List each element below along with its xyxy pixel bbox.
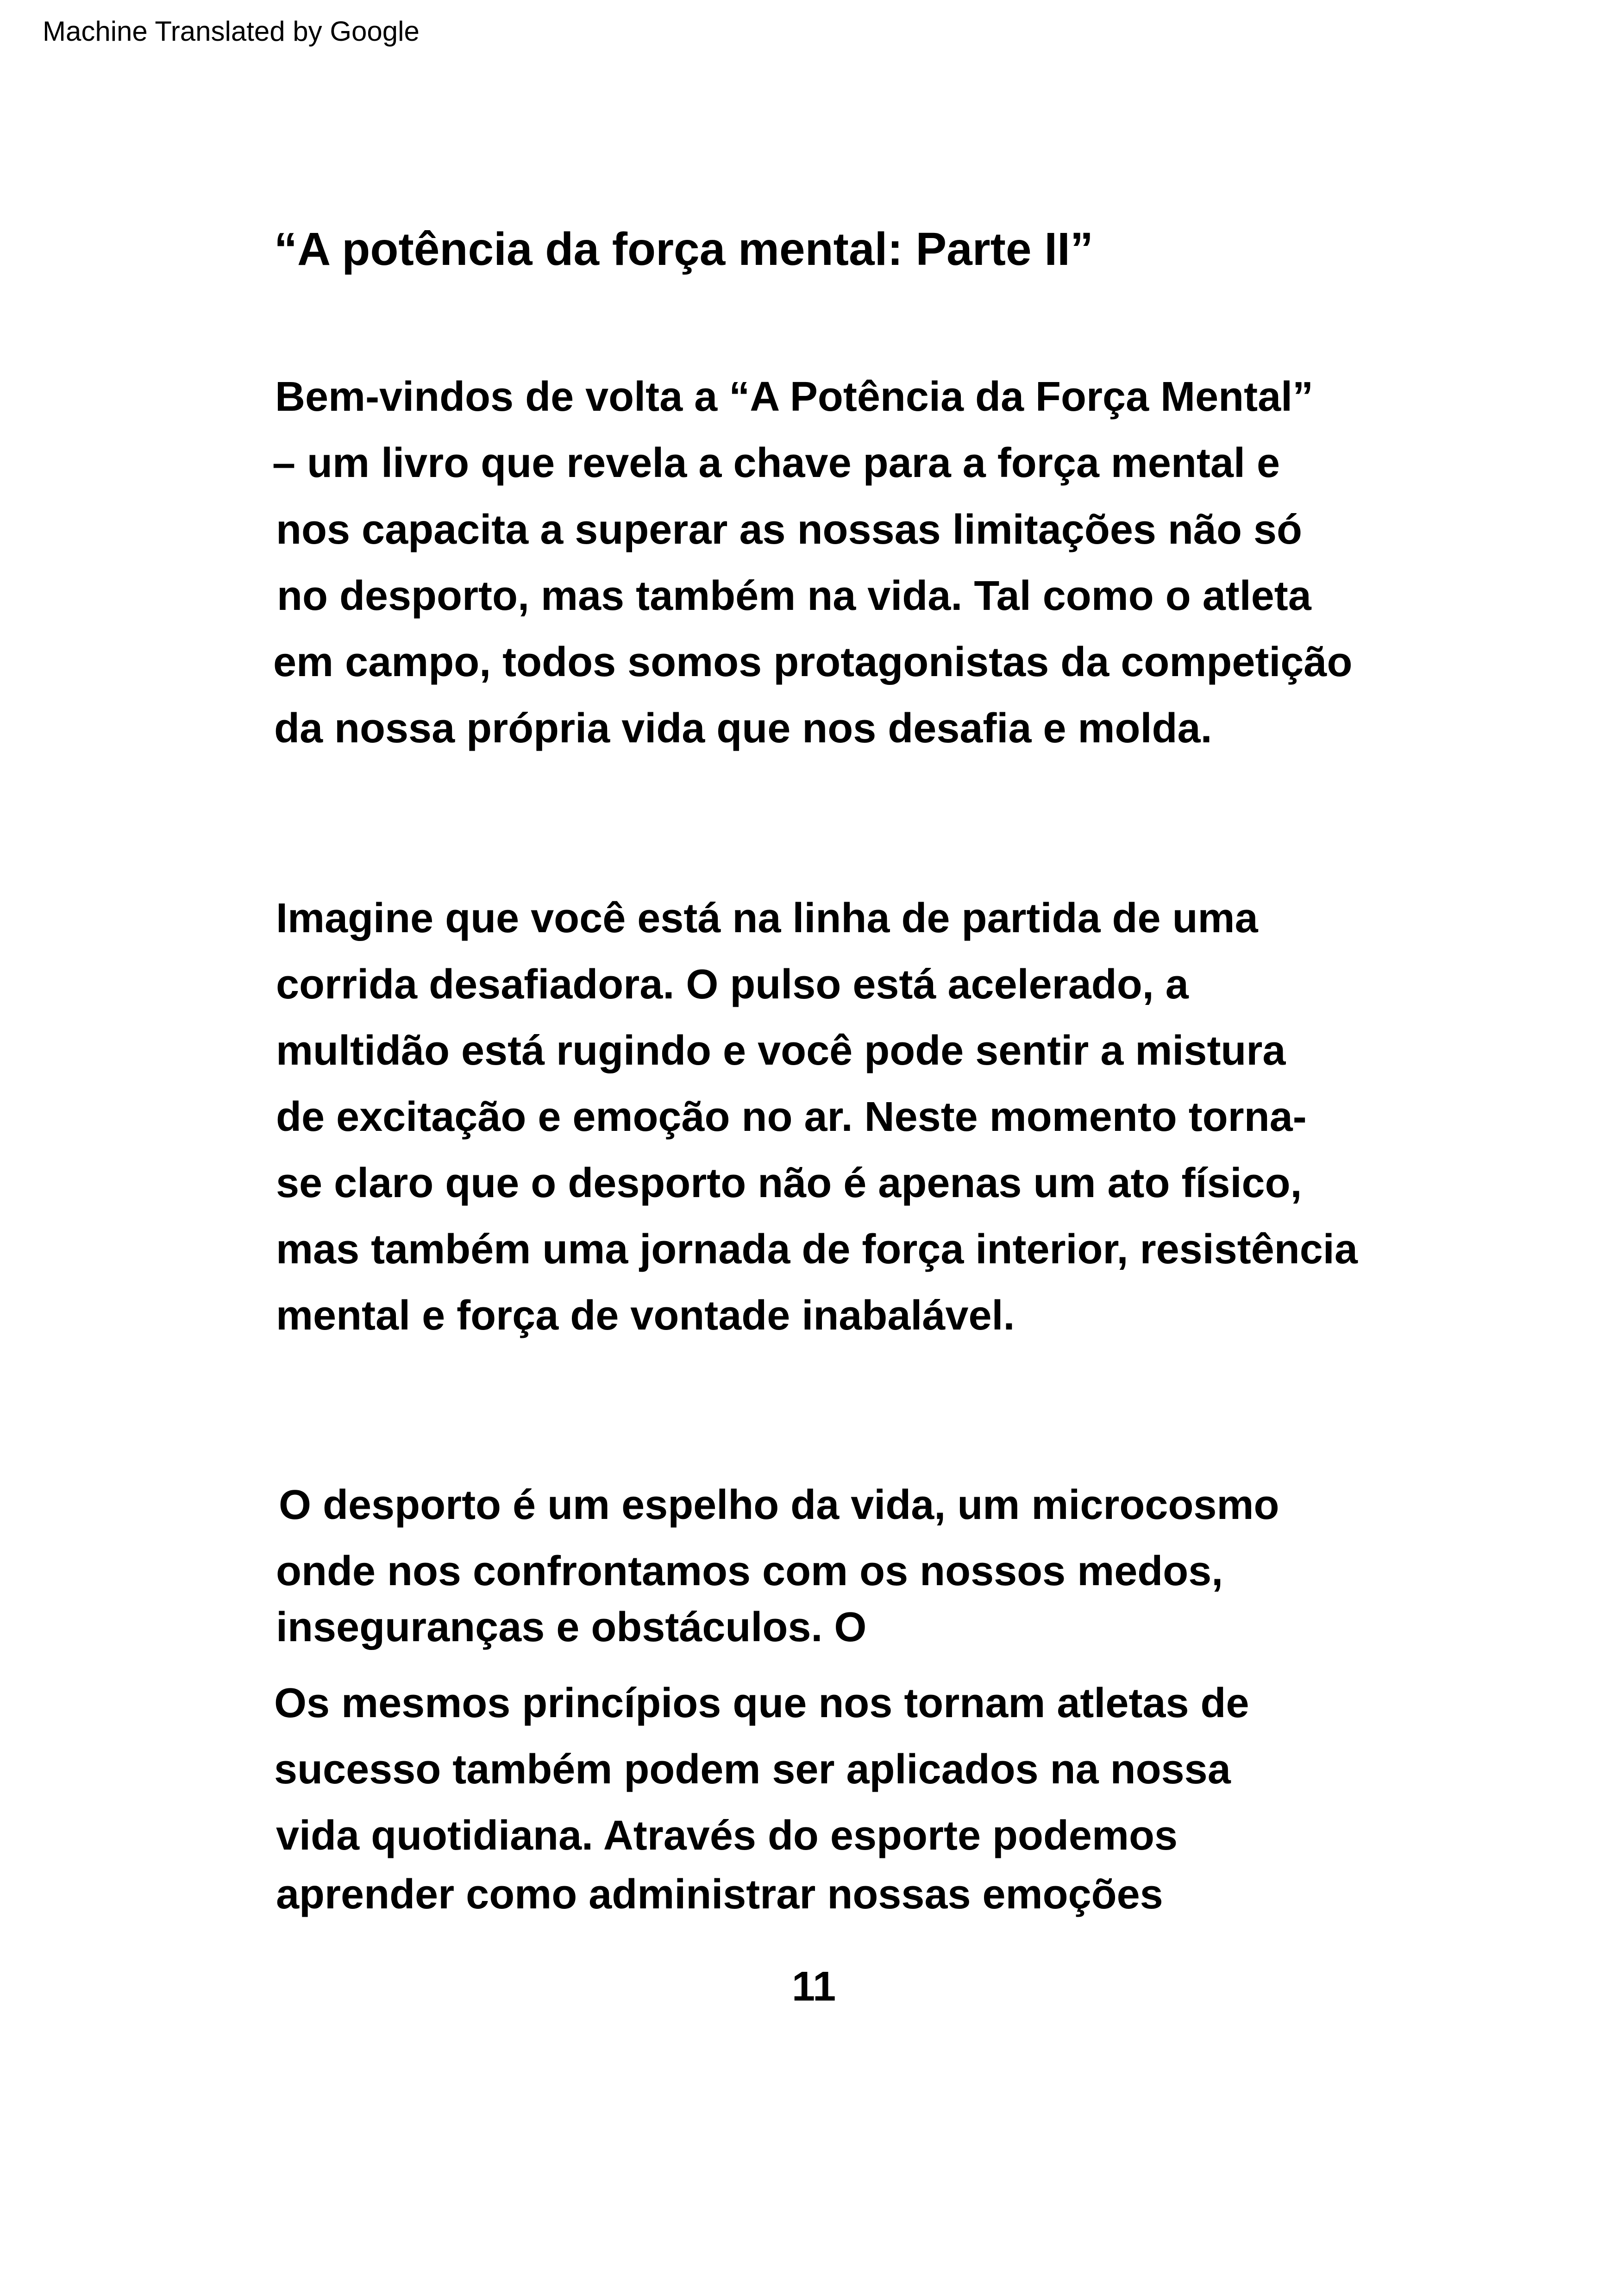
paragraph-line: inseguranças e obstáculos. O [276, 1604, 867, 1650]
paragraph-line: mas também uma jornada de força interior, resistência [276, 1226, 1358, 1273]
paragraph-line: sucesso também podem ser aplicados na nossa [274, 1746, 1231, 1793]
paragraph-line: O desporto é um espelho da vida, um microcosmo [279, 1482, 1279, 1528]
machine-translation-notice: Machine Translated by Google [43, 16, 420, 47]
chapter-title: “A potência da força mental: Parte II” [274, 223, 1093, 275]
paragraph-line: vida quotidiana. Através do esporte podemos [276, 1813, 1178, 1859]
paragraph-line: mental e força de vontade inabalável. [276, 1292, 1015, 1339]
paragraph-line: da nossa própria vida que nos desafia e molda. [274, 705, 1212, 752]
paragraph-line: Os mesmos princípios que nos tornam atletas de [274, 1680, 1249, 1726]
page-number: 11 [792, 1964, 836, 2010]
paragraph-line: no desporto, mas também na vida. Tal como o atleta [277, 573, 1311, 619]
paragraph-line: Imagine que você está na linha de partida de uma [276, 895, 1258, 941]
paragraph-line: em campo, todos somos protagonistas da competição [273, 639, 1353, 685]
paragraph-line: Bem-vindos de volta a “A Potência da Força Mental” [275, 374, 1314, 420]
paragraph-line: onde nos confrontamos com os nossos medos, [276, 1548, 1223, 1594]
paragraph-line: se claro que o desporto não é apenas um ato físico, [276, 1160, 1302, 1206]
paragraph-line: aprender como administrar nossas emoções [276, 1871, 1163, 1918]
paragraph-line: corrida desafiadora. O pulso está acelerado, a [276, 961, 1189, 1008]
paragraph-line: – um livro que revela a chave para a força mental e [272, 440, 1280, 486]
paragraph-line: de excitação e emoção no ar. Neste momento torna- [276, 1094, 1307, 1140]
paragraph-line: nos capacita a superar as nossas limitações não só [276, 507, 1302, 553]
paragraph-line: multidão está rugindo e você pode sentir a mistura [276, 1028, 1286, 1074]
